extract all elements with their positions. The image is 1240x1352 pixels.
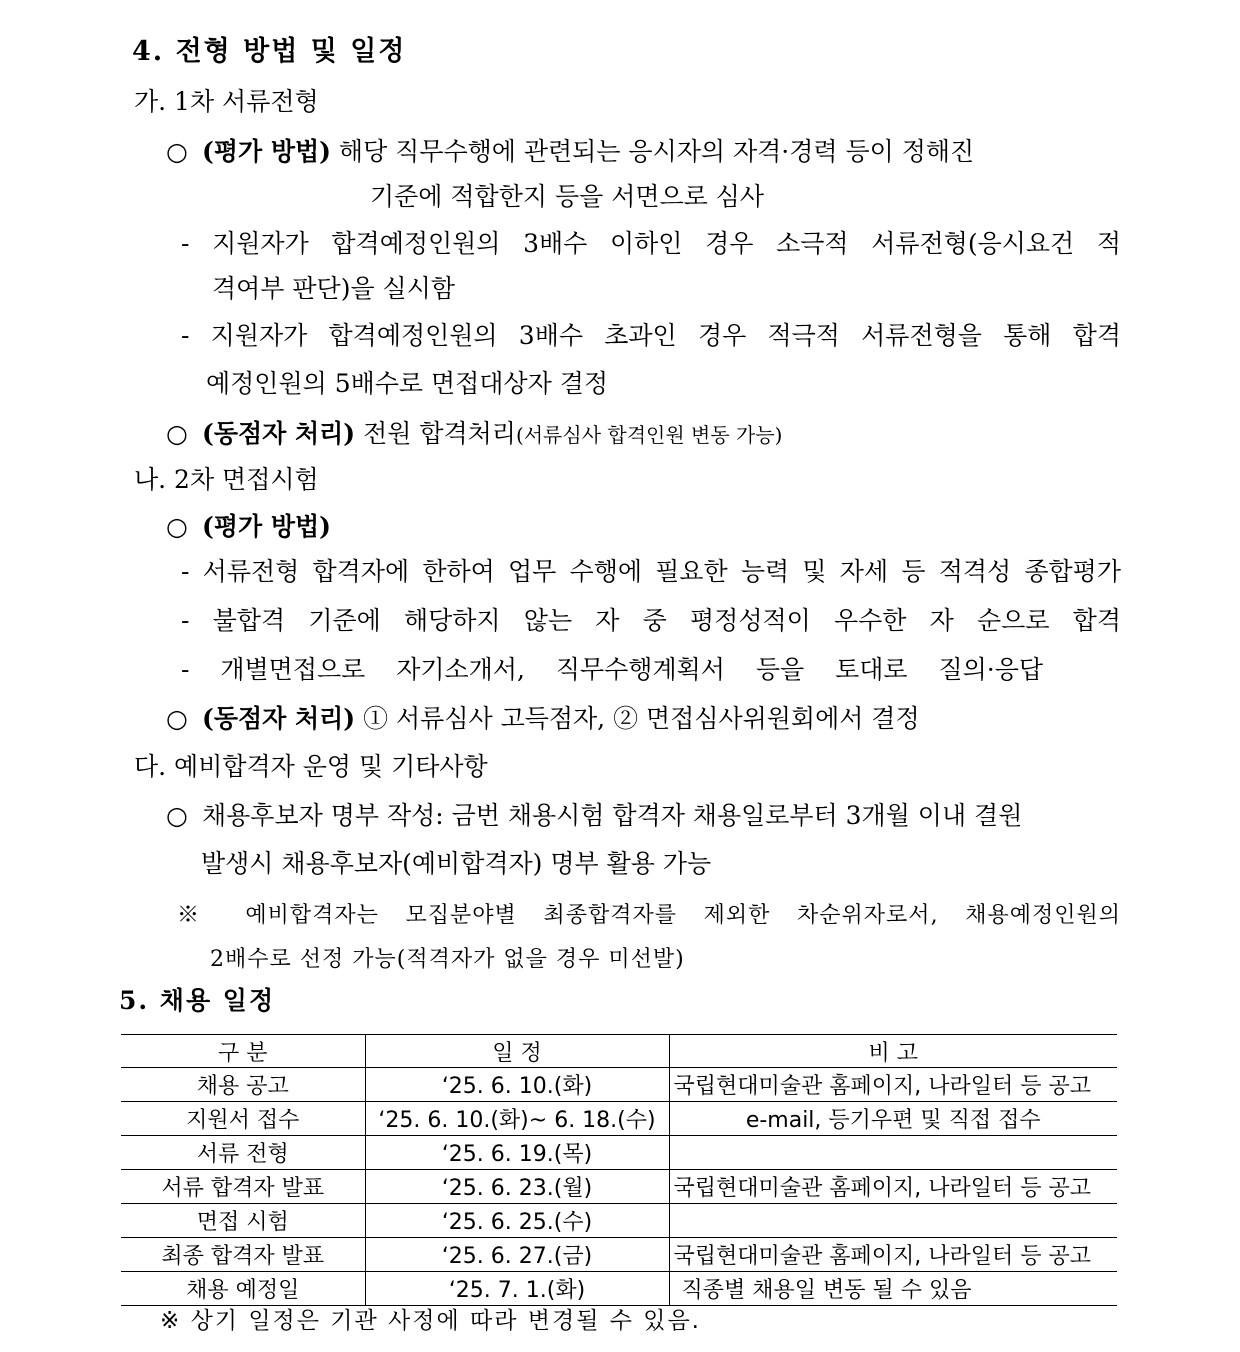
- cell-schedule: ‘25. 6. 10.(화)~ 6. 18.(수): [365, 1102, 669, 1136]
- table-row: [121, 1238, 1117, 1272]
- table-row: [121, 1068, 1117, 1102]
- b-eval-method: [166, 511, 331, 543]
- cell-category: 면접 시험: [121, 1204, 365, 1238]
- cell-schedule: ‘25. 6. 25.(수): [365, 1204, 669, 1238]
- section-5-title: 5. 채용 일정: [119, 986, 276, 1015]
- bullet-icon: ○: [166, 137, 188, 166]
- a-tie-note: (서류심사 합격인원 변동 가능): [515, 423, 783, 447]
- c-item-line-1: 채용후보자 명부 작성: 금번 채용시험 합격자 채용일로부터 3개월 이내 결원: [202, 801, 1023, 830]
- b-eval-label: (평가 방법): [202, 512, 331, 541]
- cell-category: 최종 합격자 발표: [121, 1238, 365, 1272]
- a-tie-label: (동점자 처리): [202, 419, 356, 448]
- b-dash-1: - 서류전형 합격자에 한하여 업무 수행에 필요한 능력 및 자세 등 적격성 종합평가: [181, 557, 1121, 586]
- cell-remarks: 국립현대미술관 홈페이지, 나라일터 등 공고: [669, 1170, 1117, 1204]
- schedule-footnote: ※ 상기 일정은 기관 사정에 따라 변경될 수 있음.: [160, 1308, 701, 1334]
- bullet-icon: ○: [166, 704, 188, 733]
- cell-remarks: [669, 1204, 1117, 1238]
- cell-category: 채용 공고: [121, 1068, 365, 1102]
- table-row: [121, 1204, 1117, 1238]
- header-schedule: 일 정: [365, 1035, 669, 1068]
- bullet-icon: ○: [166, 419, 188, 448]
- cell-category: 서류 합격자 발표: [121, 1170, 365, 1204]
- header-remarks: 비 고: [669, 1035, 1117, 1068]
- header-category: 구 분: [121, 1035, 365, 1068]
- a-dash-1-line-1: - 지원자가 합격예정인원의 3배수 이하인 경우 소극적 서류전형(응시요건 적: [181, 229, 1121, 258]
- cell-category: 채용 예정일: [121, 1272, 365, 1306]
- cell-schedule: ‘25. 6. 19.(목): [365, 1136, 669, 1170]
- cell-remarks: [669, 1136, 1117, 1170]
- section-4-title: 4. 전형 방법 및 일정: [132, 36, 407, 67]
- a-eval-text-2: 기준에 적합한지 등을 서면으로 심사: [370, 182, 765, 211]
- a-tie-text: 전원 합격처리: [363, 419, 516, 448]
- c-item-line-2: 발생시 채용후보자(예비합격자) 명부 활용 가능: [201, 849, 712, 878]
- bullet-icon: ○: [166, 512, 188, 541]
- a-dash-1-line-2: 격여부 판단)을 실시함: [212, 274, 455, 303]
- cell-remarks: e-mail, 등기우편 및 직접 접수: [669, 1102, 1117, 1136]
- cell-schedule: ‘25. 6. 10.(화): [365, 1068, 669, 1102]
- cell-remarks: 국립현대미술관 홈페이지, 나라일터 등 공고: [669, 1238, 1117, 1272]
- cell-schedule: ‘25. 6. 27.(금): [365, 1238, 669, 1272]
- cell-category: 지원서 접수: [121, 1102, 365, 1136]
- c-note-line-2: 2배수로 선정 가능(적격자가 없을 경우 미선발): [210, 947, 685, 972]
- subsection-b-heading: 나. 2차 면접시험: [134, 465, 319, 494]
- table-row: [121, 1272, 1117, 1306]
- a-tie-rule: [166, 418, 782, 451]
- b-dash-3: - 개별면접으로 자기소개서, 직무수행계획서 등을 토대로 질의·응답: [181, 655, 1043, 684]
- schedule-table: [121, 1034, 1117, 1306]
- c-note-line-1: ※ 예비합격자는 모집분야별 최종합격자를 제외한 차순위자로서, 채용예정인원의: [177, 903, 1121, 928]
- a-eval-label: (평가 방법): [202, 137, 331, 166]
- table-header-row: [121, 1035, 1117, 1068]
- cell-schedule: ‘25. 6. 23.(월): [365, 1170, 669, 1204]
- cell-remarks: 직종별 채용일 변동 될 수 있음: [669, 1272, 1117, 1306]
- table-row: [121, 1136, 1117, 1170]
- b-dash-2: - 불합격 기준에 해당하지 않는 자 중 평정성적이 우수한 자 순으로 합격: [181, 606, 1121, 635]
- a-eval-text-1: 해당 직무수행에 관련되는 응시자의 자격·경력 등이 정해진: [338, 137, 975, 166]
- b-tie-label: (동점자 처리): [202, 704, 356, 733]
- a-dash-2-line-2: 예정인원의 5배수로 면접대상자 결정: [206, 369, 608, 398]
- c-item: [166, 800, 1121, 832]
- cell-schedule: ‘25. 7. 1.(화): [365, 1272, 669, 1306]
- cell-remarks: 국립현대미술관 홈페이지, 나라일터 등 공고: [669, 1068, 1117, 1102]
- bullet-icon: ○: [166, 801, 188, 830]
- table-row: [121, 1170, 1117, 1204]
- table-row: [121, 1102, 1117, 1136]
- subsection-a-heading: 가. 1차 서류전형: [134, 87, 319, 116]
- b-tie-text: ① 서류심사 고득점자, ② 면접심사위원회에서 결정: [363, 704, 920, 733]
- b-tie-rule: [166, 703, 1046, 735]
- a-dash-2-line-1: - 지원자가 합격예정인원의 3배수 초과인 경우 적극적 서류전형을 통해 합격: [181, 321, 1121, 350]
- subsection-c-heading: 다. 예비합격자 운영 및 기타사항: [134, 752, 488, 781]
- a-eval-method: [166, 136, 1121, 168]
- cell-category: 서류 전형: [121, 1136, 365, 1170]
